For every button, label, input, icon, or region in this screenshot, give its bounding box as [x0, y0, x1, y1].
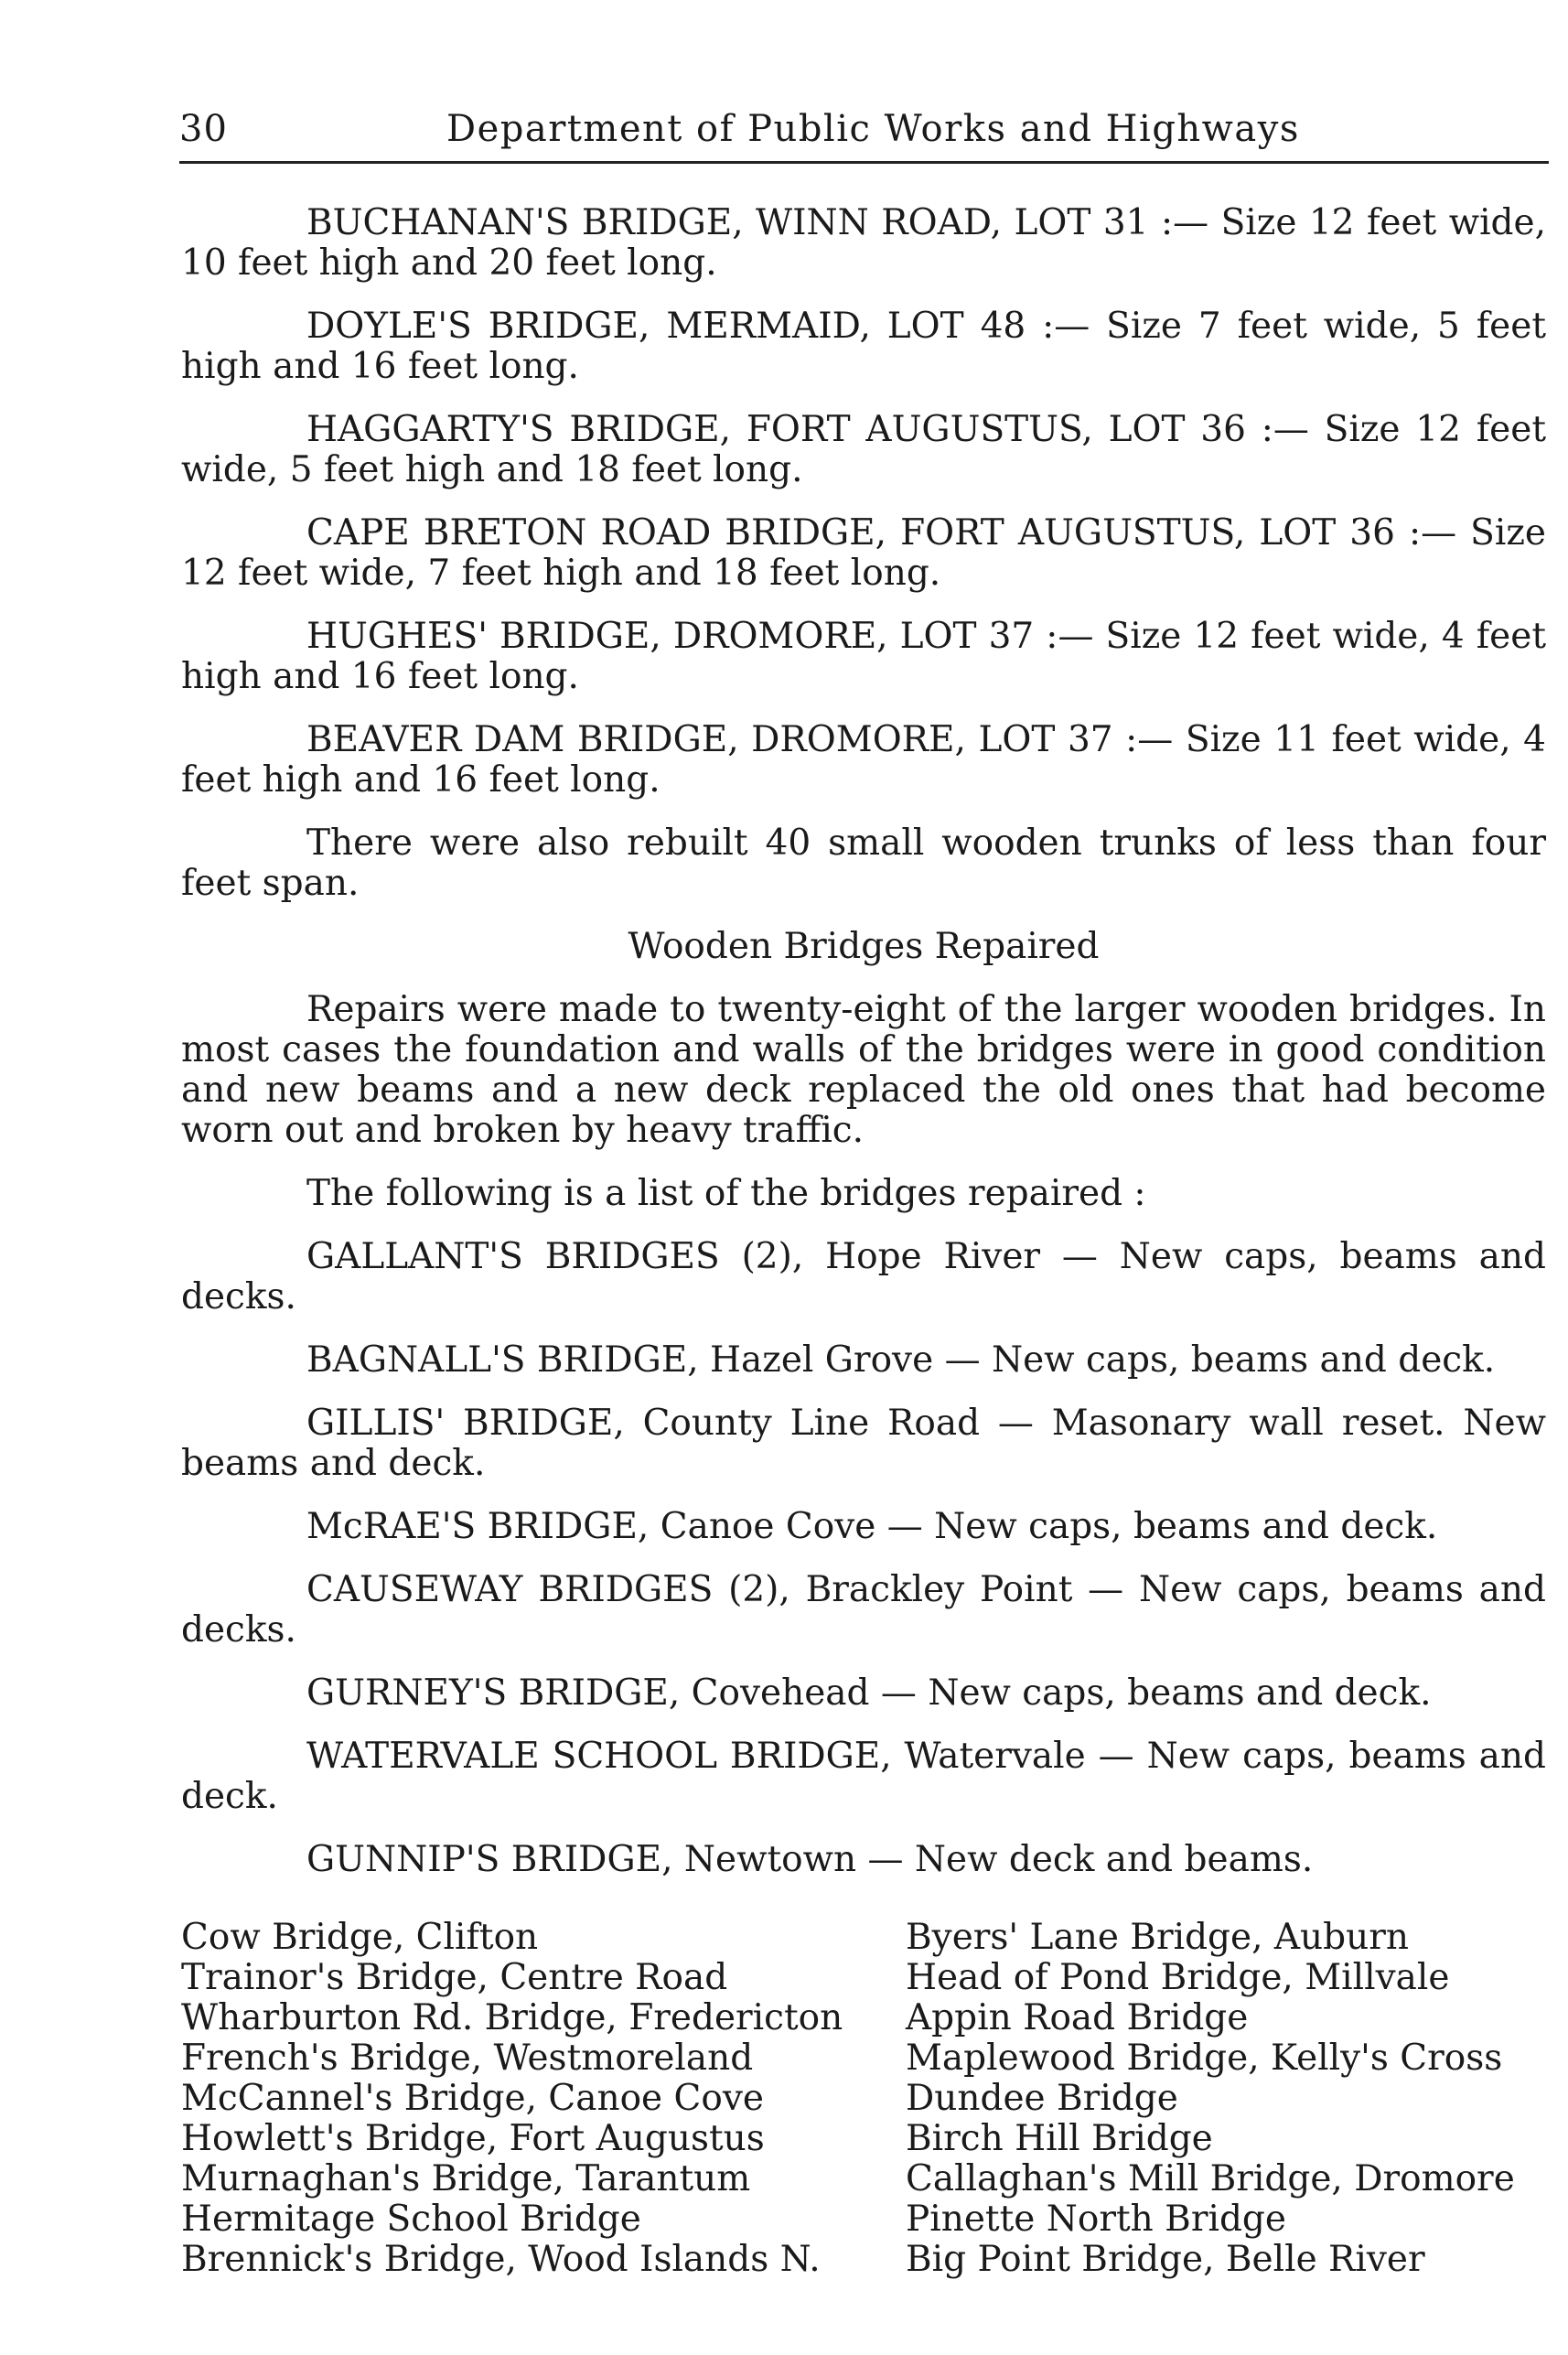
paragraph: GURNEY'S BRIDGE, Covehead — New caps, beams and deck. [306, 1672, 1432, 1714]
paragraph: The following is a list of the bridges repaired : [306, 1173, 1146, 1214]
paragraph: GILLIS' BRIDGE, County Line Road — Masonary wall reset. New beams and deck. [181, 1403, 1546, 1484]
running-head: Department of Public Works and Highways [446, 108, 1300, 150]
list-item: Byers' Lane Bridge, Auburn [906, 1917, 1409, 1958]
list-item: French's Bridge, Westmoreland [181, 2038, 754, 2079]
page-number: 30 [179, 108, 228, 150]
list-item: Appin Road Bridge [906, 1997, 1249, 2038]
paragraph: McRAE'S BRIDGE, Canoe Cove — New caps, beams and deck. [306, 1506, 1438, 1547]
list-item: Pinette North Bridge [906, 2199, 1286, 2240]
list-item: Big Point Bridge, Belle River [906, 2239, 1425, 2280]
list-item: Wharburton Rd. Bridge, Fredericton [181, 1997, 843, 2038]
paragraph: GALLANT'S BRIDGES (2), Hope River — New caps, beams and decks. [181, 1236, 1546, 1317]
list-item: Cow Bridge, Clifton [181, 1917, 539, 1958]
list-item: Callaghan's Mill Bridge, Dromore [906, 2158, 1515, 2199]
paragraph: DOYLE'S BRIDGE, MERMAID, LOT 48 :— Size 7 feet wide, 5 feet high and 16 feet long. [181, 306, 1546, 387]
list-item: Brennick's Bridge, Wood Islands N. [181, 2239, 821, 2280]
list-item: Howlett's Bridge, Fort Augustus [181, 2118, 765, 2159]
list-item: McCannel's Bridge, Canoe Cove [181, 2078, 764, 2119]
paragraph: WATERVALE SCHOOL BRIDGE, Watervale — New caps, beams and deck. [181, 1736, 1546, 1817]
paragraph: BUCHANAN'S BRIDGE, WINN ROAD, LOT 31 :— Size 12 feet wide, 10 feet high and 20 feet long. [181, 202, 1546, 284]
body-text [181, 203, 1546, 1903]
paragraph: CAPE BRETON ROAD BRIDGE, FORT AUGUSTUS, LOT 36 :— Size 12 feet wide, 7 feet high and 18 feet long. [181, 512, 1546, 594]
paragraph: BEAVER DAM BRIDGE, DROMORE, LOT 37 :— Size 11 feet wide, 4 feet high and 16 feet long. [181, 719, 1546, 801]
bridge-list-left-column [181, 1918, 876, 2280]
paragraph: CAUSEWAY BRIDGES (2), Brackley Point — New caps, beams and decks. [181, 1569, 1546, 1651]
paragraph: GUNNIP'S BRIDGE, Newtown — New deck and beams. [306, 1839, 1314, 1880]
bridge-list-right-column [906, 1918, 1564, 2280]
page-header [179, 108, 1549, 164]
paragraph: HUGHES' BRIDGE, DROMORE, LOT 37 :— Size 12 feet wide, 4 feet high and 16 feet long. [181, 616, 1546, 697]
list-item: Maplewood Bridge, Kelly's Cross [906, 2038, 1503, 2079]
list-item: Hermitage School Bridge [181, 2199, 641, 2240]
paragraph: HAGGARTY'S BRIDGE, FORT AUGUSTUS, LOT 36 :— Size 12 feet wide, 5 feet high and 18 feet long. [181, 409, 1546, 490]
paragraph: Repairs were made to twenty-eight of the larger wooden bridges. In most cases the foundation and walls of the bridges were in good condition and new beams and a new deck replaced the old ones that had become worn out and broken by heavy traffic. [181, 989, 1546, 1151]
list-item: Murnaghan's Bridge, Tarantum [181, 2158, 751, 2199]
list-item: Trainor's Bridge, Centre Road [181, 1957, 728, 1998]
paragraph: There were also rebuilt 40 small wooden trunks of less than four feet span. [181, 823, 1546, 904]
list-item: Dundee Bridge [906, 2078, 1178, 2119]
section-heading: Wooden Bridges Repaired [628, 926, 1100, 967]
paragraph: BAGNALL'S BRIDGE, Hazel Grove — New caps, beams and deck. [306, 1339, 1496, 1381]
list-item: Birch Hill Bridge [906, 2118, 1213, 2159]
list-item: Head of Pond Bridge, Millvale [906, 1957, 1450, 1998]
